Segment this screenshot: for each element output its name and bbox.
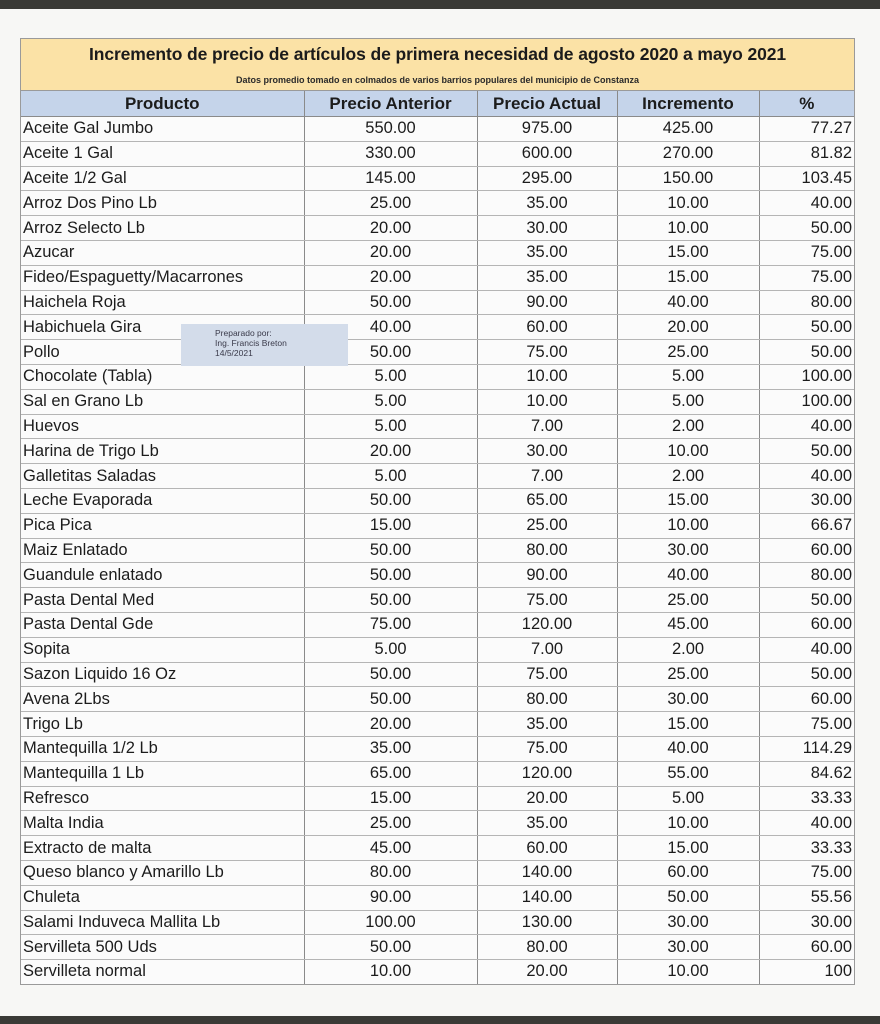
table-row [21, 191, 854, 216]
cell-precio-actual: 75.00 [477, 340, 617, 365]
cell-precio-actual: 10.00 [477, 364, 617, 389]
header-row [21, 91, 854, 117]
price-table-sheet [20, 38, 855, 985]
cell-incremento: 15.00 [617, 488, 759, 513]
cell-producto: Maiz Enlatado [21, 538, 304, 563]
table-row [21, 860, 854, 885]
cell-percent: 33.33 [759, 836, 854, 861]
cell-precio-actual: 295.00 [477, 166, 617, 191]
table-row [21, 464, 854, 489]
table-row [21, 340, 854, 365]
cell-precio-anterior: 20.00 [304, 265, 477, 290]
table-row [21, 166, 854, 191]
cell-precio-actual: 35.00 [477, 265, 617, 290]
table-row [21, 736, 854, 761]
cell-incremento: 2.00 [617, 464, 759, 489]
cell-producto: Leche Evaporada [21, 488, 304, 513]
cell-producto: Mantequilla 1 Lb [21, 761, 304, 786]
cell-producto: Pasta Dental Gde [21, 612, 304, 637]
cell-percent: 81.82 [759, 141, 854, 166]
cell-percent: 55.56 [759, 885, 854, 910]
cell-incremento: 50.00 [617, 885, 759, 910]
cell-precio-actual: 7.00 [477, 637, 617, 662]
cell-precio-anterior: 45.00 [304, 836, 477, 861]
cell-producto: Haichela Roja [21, 290, 304, 315]
cell-precio-anterior: 25.00 [304, 191, 477, 216]
column-header-percent: % [759, 91, 854, 117]
cell-producto: Arroz Dos Pino Lb [21, 191, 304, 216]
cell-precio-actual: 90.00 [477, 290, 617, 315]
table-row [21, 117, 854, 142]
cell-incremento: 40.00 [617, 563, 759, 588]
cell-precio-actual: 7.00 [477, 464, 617, 489]
cell-percent: 50.00 [759, 588, 854, 613]
cell-producto: Refresco [21, 786, 304, 811]
cell-incremento: 10.00 [617, 513, 759, 538]
cell-percent: 50.00 [759, 340, 854, 365]
cell-precio-anterior: 100.00 [304, 910, 477, 935]
stamp-line-2: Ing. Francis Breton [215, 338, 287, 348]
cell-precio-actual: 140.00 [477, 885, 617, 910]
table-row [21, 761, 854, 786]
cell-producto: Servilleta normal [21, 960, 304, 984]
top-frame-bar [0, 0, 880, 9]
cell-precio-actual: 80.00 [477, 935, 617, 960]
cell-incremento: 5.00 [617, 389, 759, 414]
cell-precio-anterior: 145.00 [304, 166, 477, 191]
cell-precio-anterior: 20.00 [304, 216, 477, 241]
table-row [21, 364, 854, 389]
cell-precio-anterior: 5.00 [304, 364, 477, 389]
cell-incremento: 15.00 [617, 265, 759, 290]
cell-incremento: 25.00 [617, 662, 759, 687]
cell-producto: Sazon Liquido 16 Oz [21, 662, 304, 687]
cell-incremento: 10.00 [617, 811, 759, 836]
cell-producto: Azucar [21, 240, 304, 265]
table-row [21, 935, 854, 960]
cell-precio-actual: 60.00 [477, 315, 617, 340]
table-row [21, 315, 854, 340]
cell-precio-anterior: 90.00 [304, 885, 477, 910]
cell-precio-anterior: 50.00 [304, 340, 477, 365]
table-row [21, 811, 854, 836]
cell-producto: Pica Pica [21, 513, 304, 538]
cell-percent: 60.00 [759, 612, 854, 637]
cell-percent: 30.00 [759, 910, 854, 935]
cell-producto: Trigo Lb [21, 712, 304, 737]
table-row [21, 439, 854, 464]
cell-precio-actual: 20.00 [477, 786, 617, 811]
cell-producto: Guandule enlatado [21, 563, 304, 588]
cell-incremento: 10.00 [617, 216, 759, 241]
cell-incremento: 25.00 [617, 588, 759, 613]
bottom-frame-bar [0, 1016, 880, 1024]
cell-percent: 103.45 [759, 166, 854, 191]
cell-precio-anterior: 5.00 [304, 637, 477, 662]
cell-incremento: 30.00 [617, 910, 759, 935]
cell-percent: 50.00 [759, 315, 854, 340]
cell-precio-actual: 60.00 [477, 836, 617, 861]
cell-producto: Sal en Grano Lb [21, 389, 304, 414]
table-row [21, 563, 854, 588]
cell-producto: Arroz Selecto Lb [21, 216, 304, 241]
cell-precio-anterior: 50.00 [304, 290, 477, 315]
stamp-line-1: Preparado por: [215, 328, 272, 338]
cell-percent: 33.33 [759, 786, 854, 811]
prepared-by-stamp [181, 324, 348, 366]
cell-precio-actual: 80.00 [477, 538, 617, 563]
cell-precio-anterior: 15.00 [304, 786, 477, 811]
cell-precio-actual: 140.00 [477, 860, 617, 885]
cell-incremento: 5.00 [617, 786, 759, 811]
cell-precio-actual: 120.00 [477, 761, 617, 786]
cell-percent: 40.00 [759, 191, 854, 216]
cell-precio-anterior: 20.00 [304, 439, 477, 464]
cell-incremento: 20.00 [617, 315, 759, 340]
cell-incremento: 270.00 [617, 141, 759, 166]
cell-precio-anterior: 5.00 [304, 389, 477, 414]
cell-precio-anterior: 50.00 [304, 563, 477, 588]
cell-precio-anterior: 50.00 [304, 538, 477, 563]
cell-incremento: 10.00 [617, 191, 759, 216]
cell-percent: 75.00 [759, 860, 854, 885]
cell-precio-actual: 65.00 [477, 488, 617, 513]
cell-producto: Servilleta 500 Uds [21, 935, 304, 960]
table-row [21, 588, 854, 613]
cell-percent: 100.00 [759, 364, 854, 389]
cell-precio-anterior: 25.00 [304, 811, 477, 836]
cell-incremento: 425.00 [617, 117, 759, 142]
cell-incremento: 30.00 [617, 935, 759, 960]
cell-percent: 114.29 [759, 736, 854, 761]
cell-incremento: 15.00 [617, 836, 759, 861]
table-row [21, 216, 854, 241]
cell-precio-anterior: 50.00 [304, 687, 477, 712]
cell-precio-actual: 75.00 [477, 662, 617, 687]
cell-precio-actual: 600.00 [477, 141, 617, 166]
cell-percent: 50.00 [759, 662, 854, 687]
cell-precio-anterior: 50.00 [304, 588, 477, 613]
cell-precio-actual: 25.00 [477, 513, 617, 538]
table-row [21, 414, 854, 439]
table-row [21, 265, 854, 290]
table-row [21, 885, 854, 910]
cell-precio-anterior: 5.00 [304, 414, 477, 439]
cell-precio-actual: 90.00 [477, 563, 617, 588]
table-row [21, 836, 854, 861]
cell-precio-actual: 75.00 [477, 736, 617, 761]
cell-precio-actual: 75.00 [477, 588, 617, 613]
cell-precio-actual: 975.00 [477, 117, 617, 142]
cell-incremento: 10.00 [617, 439, 759, 464]
table-row [21, 389, 854, 414]
table-title: Incremento de precio de artículos de primera necesidad de agosto 2020 a mayo 2021 [88, 44, 787, 64]
table-row [21, 960, 854, 984]
cell-incremento: 55.00 [617, 761, 759, 786]
cell-precio-anterior: 40.00 [304, 315, 477, 340]
cell-producto: Habichuela Gira [21, 315, 304, 340]
cell-precio-anterior: 20.00 [304, 240, 477, 265]
cell-percent: 75.00 [759, 240, 854, 265]
cell-producto: Aceite 1/2 Gal [21, 166, 304, 191]
cell-precio-anterior: 550.00 [304, 117, 477, 142]
cell-percent: 40.00 [759, 811, 854, 836]
cell-producto: Mantequilla 1/2 Lb [21, 736, 304, 761]
cell-producto: Extracto de malta [21, 836, 304, 861]
cell-percent: 75.00 [759, 712, 854, 737]
column-header-precio-anterior: Precio Anterior [304, 91, 477, 117]
column-header-incremento: Incremento [617, 91, 759, 117]
cell-percent: 77.27 [759, 117, 854, 142]
cell-precio-anterior: 65.00 [304, 761, 477, 786]
table-row [21, 488, 854, 513]
cell-incremento: 15.00 [617, 240, 759, 265]
cell-producto: Malta India [21, 811, 304, 836]
cell-producto: Chocolate (Tabla) [21, 364, 304, 389]
cell-producto: Fideo/Espaguetty/Macarrones [21, 265, 304, 290]
cell-precio-actual: 7.00 [477, 414, 617, 439]
cell-precio-anterior: 50.00 [304, 662, 477, 687]
cell-producto: Avena 2Lbs [21, 687, 304, 712]
table-row [21, 687, 854, 712]
cell-precio-anterior: 75.00 [304, 612, 477, 637]
cell-precio-anterior: 5.00 [304, 464, 477, 489]
table-row [21, 141, 854, 166]
cell-percent: 60.00 [759, 935, 854, 960]
table-row [21, 240, 854, 265]
cell-incremento: 60.00 [617, 860, 759, 885]
column-header-producto: Producto [21, 91, 304, 117]
cell-percent: 80.00 [759, 563, 854, 588]
cell-percent: 84.62 [759, 761, 854, 786]
cell-incremento: 5.00 [617, 364, 759, 389]
cell-precio-anterior: 35.00 [304, 736, 477, 761]
cell-precio-anterior: 20.00 [304, 712, 477, 737]
cell-percent: 66.67 [759, 513, 854, 538]
cell-incremento: 40.00 [617, 290, 759, 315]
cell-precio-actual: 35.00 [477, 240, 617, 265]
table-subtitle: Datos promedio tomado en colmados de varios barrios populares del municipio de Constanza [235, 75, 640, 85]
cell-precio-anterior: 15.00 [304, 513, 477, 538]
cell-producto: Galletitas Saladas [21, 464, 304, 489]
cell-precio-anterior: 10.00 [304, 960, 477, 984]
cell-percent: 60.00 [759, 538, 854, 563]
cell-precio-actual: 30.00 [477, 216, 617, 241]
cell-producto: Aceite 1 Gal [21, 141, 304, 166]
cell-incremento: 150.00 [617, 166, 759, 191]
cell-incremento: 30.00 [617, 687, 759, 712]
cell-producto: Harina de Trigo Lb [21, 439, 304, 464]
table-row [21, 637, 854, 662]
cell-precio-actual: 80.00 [477, 687, 617, 712]
cell-percent: 100.00 [759, 389, 854, 414]
cell-precio-anterior: 80.00 [304, 860, 477, 885]
table-row [21, 513, 854, 538]
column-header-precio-actual: Precio Actual [477, 91, 617, 117]
table-row [21, 612, 854, 637]
table-row [21, 662, 854, 687]
cell-percent: 75.00 [759, 265, 854, 290]
cell-incremento: 2.00 [617, 414, 759, 439]
title-banner [21, 39, 854, 91]
cell-precio-actual: 20.00 [477, 960, 617, 984]
cell-producto: Huevos [21, 414, 304, 439]
table-row [21, 786, 854, 811]
cell-percent: 60.00 [759, 687, 854, 712]
cell-precio-anterior: 50.00 [304, 488, 477, 513]
cell-producto: Sopita [21, 637, 304, 662]
cell-precio-actual: 35.00 [477, 191, 617, 216]
cell-precio-actual: 120.00 [477, 612, 617, 637]
cell-precio-actual: 35.00 [477, 712, 617, 737]
cell-producto: Salami Induveca Mallita Lb [21, 910, 304, 935]
cell-percent: 80.00 [759, 290, 854, 315]
cell-percent: 40.00 [759, 464, 854, 489]
table-row [21, 910, 854, 935]
cell-producto: Queso blanco y Amarillo Lb [21, 860, 304, 885]
cell-precio-anterior: 50.00 [304, 935, 477, 960]
cell-precio-anterior: 330.00 [304, 141, 477, 166]
cell-percent: 50.00 [759, 439, 854, 464]
price-table [21, 91, 854, 984]
cell-incremento: 45.00 [617, 612, 759, 637]
cell-incremento: 25.00 [617, 340, 759, 365]
cell-percent: 30.00 [759, 488, 854, 513]
table-row [21, 290, 854, 315]
cell-percent: 50.00 [759, 216, 854, 241]
cell-incremento: 40.00 [617, 736, 759, 761]
cell-producto: Chuleta [21, 885, 304, 910]
cell-precio-actual: 30.00 [477, 439, 617, 464]
stamp-line-3: 14/5/2021 [215, 348, 253, 358]
cell-incremento: 30.00 [617, 538, 759, 563]
cell-incremento: 10.00 [617, 960, 759, 984]
cell-incremento: 15.00 [617, 712, 759, 737]
cell-precio-actual: 35.00 [477, 811, 617, 836]
cell-percent: 40.00 [759, 414, 854, 439]
cell-percent: 40.00 [759, 637, 854, 662]
cell-precio-actual: 130.00 [477, 910, 617, 935]
cell-percent: 100 [824, 962, 852, 981]
cell-producto: Pasta Dental Med [21, 588, 304, 613]
cell-producto: Pollo [21, 340, 304, 365]
cell-precio-actual: 10.00 [477, 389, 617, 414]
table-row [21, 712, 854, 737]
cell-producto: Aceite Gal Jumbo [21, 117, 304, 142]
table-row [21, 538, 854, 563]
cell-incremento: 2.00 [617, 637, 759, 662]
